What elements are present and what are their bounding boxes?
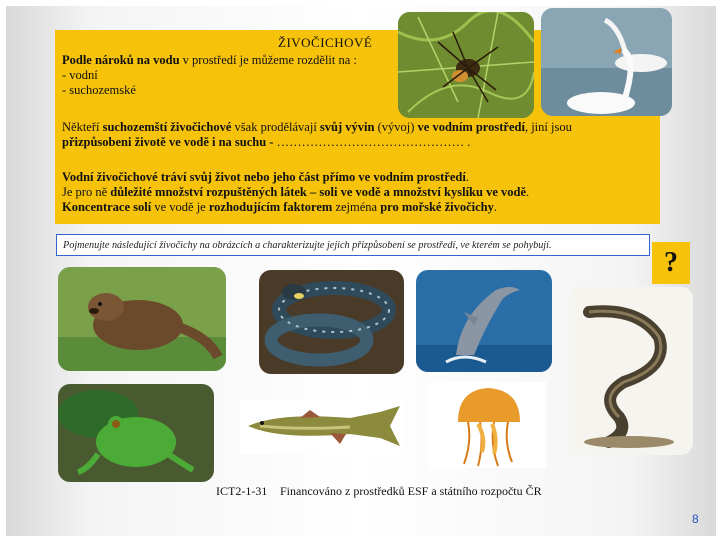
eel-photo — [569, 287, 693, 455]
otter-illustration — [58, 267, 226, 371]
footer-code: ICT2-1-31 — [216, 484, 268, 498]
paragraph-development: Někteří suchozemští živočichové však prodělávají svůj vývin (vývoj) ve vodním prostředí, jiní jsou přizpůsobeni životě ve vodě i na suchu - ……………………………………… . — [62, 120, 572, 149]
jellyfish-photo — [428, 382, 546, 468]
frog-illustration — [58, 384, 214, 482]
spider-illustration — [398, 12, 534, 118]
slide-title: ŽIVOČICHOVÉ — [278, 35, 373, 50]
snake-illustration — [259, 270, 404, 374]
snake-photo — [259, 270, 404, 374]
jellyfish-illustration — [428, 382, 546, 468]
intro-item-vodni: - vodní — [62, 68, 98, 82]
intro-line: Podle nároků na vodu v prostředí je můžeme rozdělit na : — [62, 53, 357, 67]
task-instruction: Pojmenujte následující živočichy na obrázcích a charakterizujte jejich přizpůsobení se prostředí, ve kterém se pohybují. — [56, 234, 650, 256]
paragraph-aquatic: Vodní živočichové tráví svůj život nebo jeho část přímo ve vodním prostředí. Je pro ně důležité množství rozpuštěných látek – soli ve vodě a množství kyslíku ve vodě. Koncentrace solí ve vodě je rozhodujícím faktorem zejména pro mořské živočichy. — [62, 170, 530, 214]
swan-illustration — [541, 8, 672, 116]
otter-photo — [58, 267, 226, 371]
spider-photo — [398, 12, 534, 118]
pike-photo — [240, 400, 406, 454]
footer-funding: Financováno z prostředků ESF a státního rozpočtu ČR — [280, 484, 542, 498]
dolphin-photo — [416, 270, 552, 372]
frog-photo — [58, 384, 214, 482]
swan-photo — [541, 8, 672, 116]
page-number: 8 — [692, 512, 699, 526]
dolphin-illustration — [416, 270, 552, 372]
intro-item-suchozemske: - suchozemské — [62, 83, 136, 97]
pike-illustration — [240, 400, 406, 454]
question-mark-box: ? — [652, 242, 690, 284]
eel-illustration — [569, 287, 693, 455]
